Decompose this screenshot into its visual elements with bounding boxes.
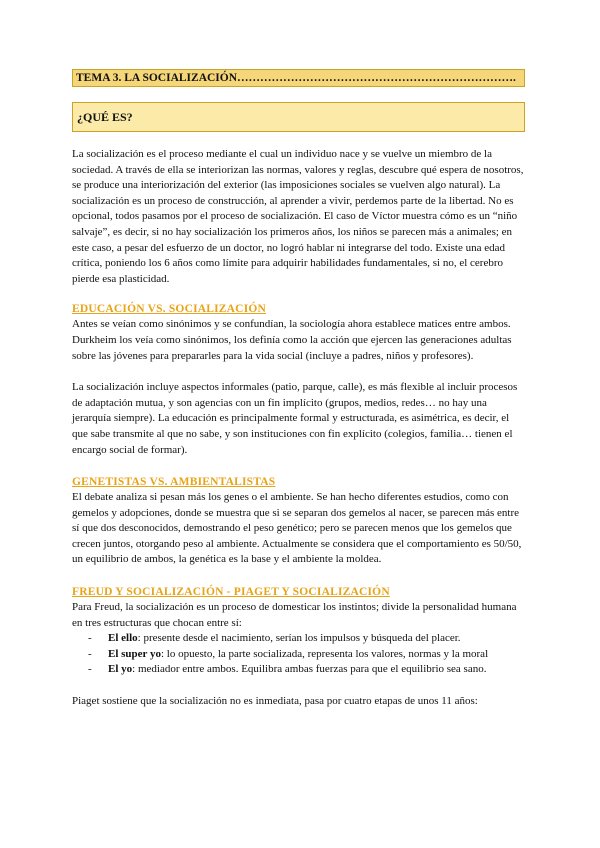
- heading-freud-piaget: FREUD Y SOCIALIZACIÓN - PIAGET Y SOCIALIZACIÓN: [72, 586, 390, 599]
- document-body: [72, 147, 527, 710]
- heading-educacion: EDUCACIÓN VS. SOCIALIZACIÓN: [72, 303, 267, 316]
- freud-structures-list: [72, 631, 527, 678]
- educacion-paragraph-2: La socialización incluye aspectos informales (patio, parque, calle), es más flexible al incluir procesos de adaptación mutua, y son agencias con un fin implícito (grupos, medios, redes… no hay una jerarquía siempre). La educación es principalmente formal y estructurada, es asimétrica, es decir, el que sabe transmite al que no sabe, y son instituciones con fin explícito (colegios, familia… tienen el encargo social de formar).: [72, 381, 518, 456]
- educacion-paragraph-1: Antes se veían como sinónimos y se confundían, la sociología ahora establece matices entre ambos. Durkheim los veía como sinónimos, los definía como la acción que ejercen las generaciones adultas sobre las jóvenes para prepararles para la vida social (incluye a padres, niños y profesores).: [72, 318, 512, 362]
- freud-intro: Para Freud, la socialización es un proceso de domesticar los instintos; divide la personalidad humana en tres estructuras que chocan entre sí:: [72, 601, 517, 629]
- genetistas-paragraph: El debate analiza si pesan más los genes o el ambiente. Se han hecho diferentes estudios, como con gemelos y adopciones, donde se muestra que si se separan dos gemelos al nacer, se parecen más entre sí que dos desconocidos, demostrando el peso genético; pero se parecen menos que los gemelos que crecen juntos, otorgando peso al ambiente. Actualmente se considera que el comportamiento es 50/50, un equilibrio de ambos, la genética es la base y el ambiente la moldea.: [72, 491, 522, 566]
- heading-genetistas: GENETISTAS VS. AMBIENTALISTAS: [72, 476, 276, 489]
- chapter-title: TEMA 3. LA SOCIALIZACIÓN……………………………………………………………….: [72, 69, 525, 87]
- intro-paragraph: La socialización es el proceso mediante el cual un individuo nace y se vuelve un miembro de la sociedad. A través de ella se interiorizan las normas, valores y reglas, descubre qué espera de nosotros, se produce una interiorización del exterior (las imposiciones sociales se vuelven algo natural). La socialización es un proceso de construcción, al aprender a vivir, perdemos parte de la libertad. No es opcional, todos pasamos por el proceso de socialización. El caso de Víctor muestra cómo es un “niño salvaje”, es decir, si no hay socialización los primeros años, los niños se parecen más a animales; en este caso, a pesar del esfuerzo de un doctor, no logró hablar ni integrarse del todo. Existe una edad crítica, poniendo los 6 años como límite para adquirir habilidades fundamentales, si no, el cerebro pierde esa plasticidad.: [72, 148, 524, 285]
- piaget-paragraph: Piaget sostiene que la socialización no es inmediata, pasa por cuatro etapas de unos 11 años:: [72, 695, 478, 708]
- list-item: - El ello: presente desde el nacimiento, serían los impulsos y búsqueda del placer.: [88, 632, 461, 645]
- list-item: - El super yo: lo opuesto, la parte socializada, representa los valores, normas y la moral: [88, 647, 489, 660]
- list-item: - El yo: mediador entre ambos. Equilibra ambas fuerzas para que el equilibrio sea sano.: [88, 663, 487, 676]
- section-box-que-es: ¿QUÉ ES?: [72, 102, 525, 132]
